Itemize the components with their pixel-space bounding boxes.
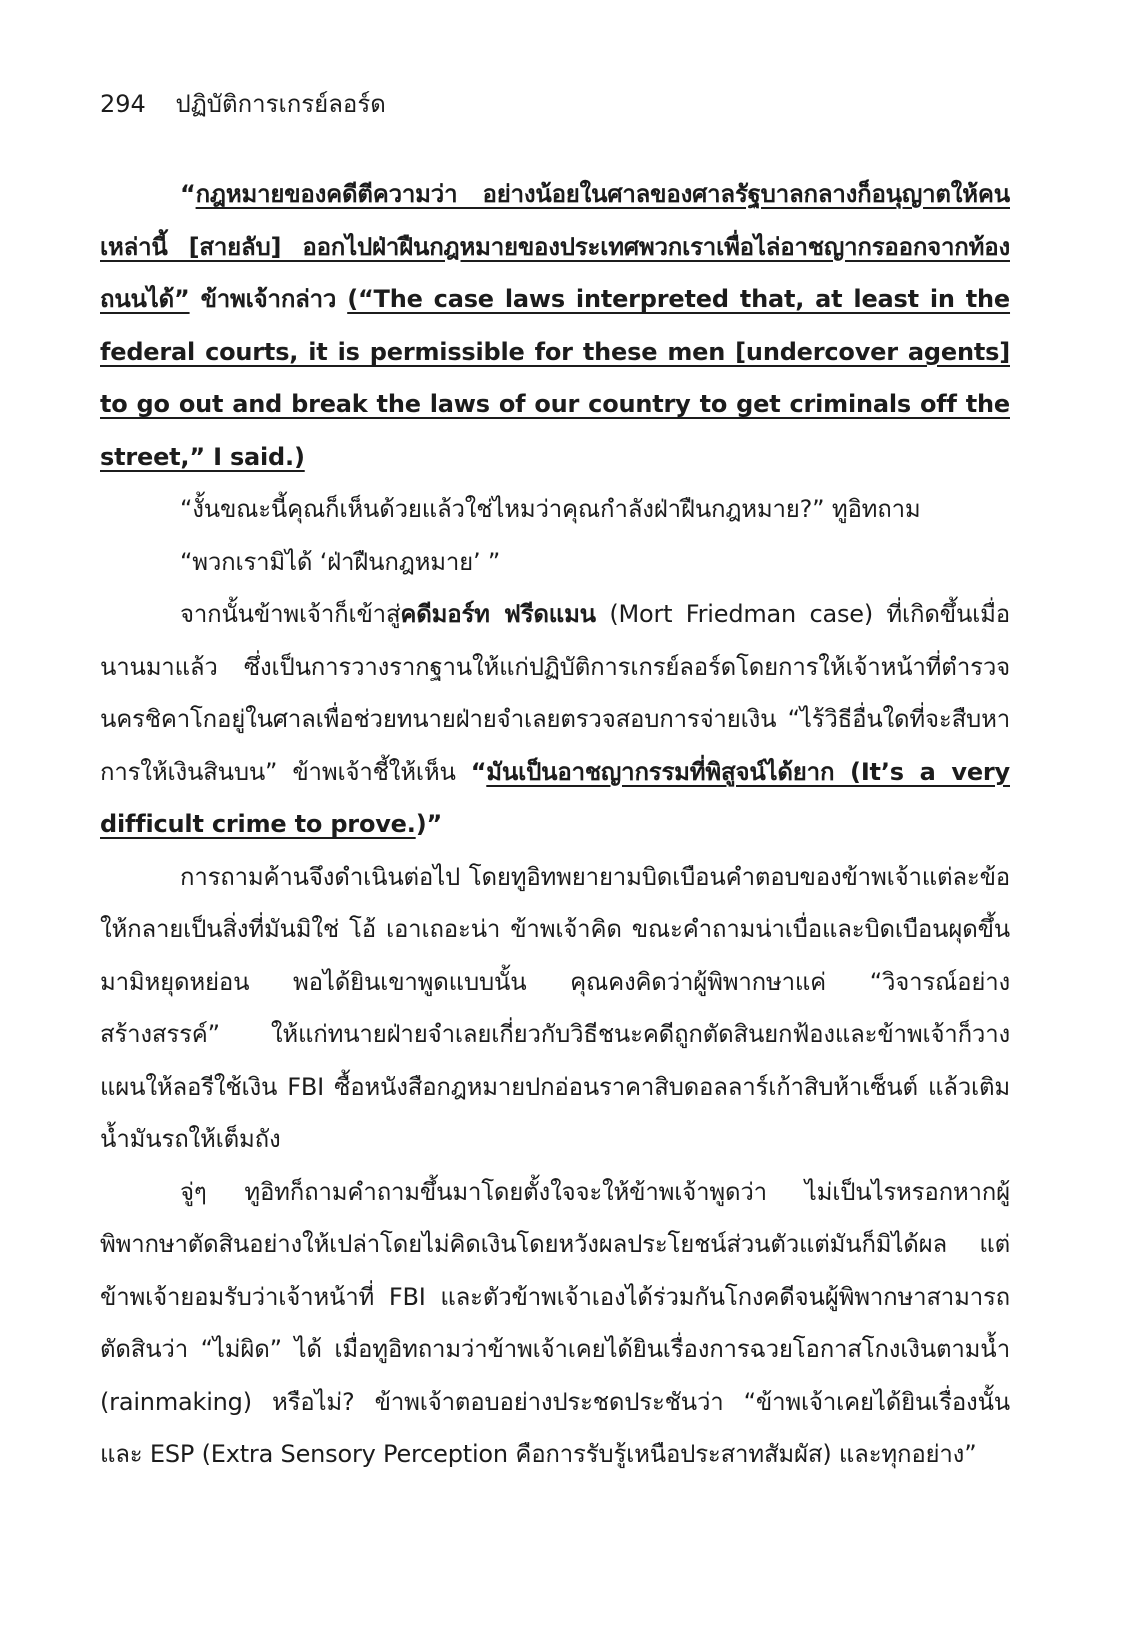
paragraph-4-quote-open: “ [470,757,487,786]
page-number: 294 [100,90,146,118]
paragraph-3: “พวกเรามิได้ ‘ฝ่าฝืนกฎหมาย’ ” [180,547,501,576]
paragraph-4-case-english: (Mort Friedman case) [595,600,887,628]
paragraph-4-case-name: คดีมอร์ท ฟรีดแมน [400,600,596,628]
paragraph-1-english: (“The case laws interpreted that, at least in the federal courts, it is permissible for these men [undercover agents] to go out and break the laws of our country to get criminals off the street,” I said.) [100,285,1011,471]
paragraph-5: การถามค้านจึงดำเนินต่อไป โดยทูอิทพยายามบิดเบือนคำตอบของข้าพเจ้าแต่ละข้อให้กลายเป็นสิ่งที่มันมิใช่ โอ้ เอาเถอะน่า ข้าพเจ้าคิด ขณะคำถามน่าเบื่อและบิดเบือนผุดขึ้นมามิหยุดหย่อน พอได้ยินเขาพูดแบบนั้น คุณคงคิดว่าผู้พิพากษาแค่ “วิจารณ์อย่างสร้างสรรค์” ให้แก่ทนายฝ่ายจำเลยเกี่ยวกับวิธีชนะคดีถูกตัดสินยกฟ้องและข้าพเจ้าก็วางแผนให้ลอรีใช้เงิน FBI ซื้อหนังสือกฎหมายปกอ่อนราคาสิบดอลลาร์เก้าสิบห้าเซ็นต์ แล้วเติมน้ำมันรถให้เต็มถัง [100,862,1010,1153]
paragraph-4-quote-close: )” [415,810,443,838]
paragraph-4 [100,588,1010,851]
paragraph-4-middle: ที่เกิดขึ้นเมื่อนานมาแล้ว ซึ่งเป็นการวางรากฐานให้แก่ปฏิบัติการเกรย์ลอร์ดโดยการให้เจ้าหน้าที่ตำรวจนครชิคาโกอยู่ในศาลเพื่อช่วยทนายฝ่ายจำเลยตรวจสอบการจ่ายเงิน “ไร้วิธีอื่นใดที่จะสืบหาการให้เงินสินบน” ข้าพเจ้าชี้ให้เห็น [100,600,1010,786]
book-title: ปฏิบัติการเกรย์ลอร์ด [175,90,386,118]
paragraph-1-said: ข้าพเจ้ากล่าว [189,285,348,313]
paragraph-1 [100,168,1010,483]
paragraph-1-open-quote: “ [180,180,196,208]
paragraph-6: จู่ๆ ทูอิทก็ถามคำถามขึ้นมาโดยตั้งใจจะให้ข้าพเจ้าพูดว่า ไม่เป็นไรหรอกหากผู้พิพากษาตัดสินอย่างให้เปล่าโดยไม่คิดเงินโดยหวังผลประโยชน์ส่วนตัวแต่มันก็มิได้ผล แต่ข้าพเจ้ายอมรับว่าเจ้าหน้าที่ FBI และตัวข้าพเจ้าเองได้ร่วมกันโกงคดีจนผู้พิพากษาสามารถตัดสินว่า “ไม่ผิด” ได้ เมื่อทูอิทถามว่าข้าพเจ้าเคยได้ยินเรื่องการฉวยโอกาสโกงเงินตามน้ำ (rainmaking) หรือไม่? ข้าพเจ้าตอบอย่างประชดประชันว่า “ข้าพเจ้าเคยได้ยินเรื่องนั้น และ ESP (Extra Sensory Perception คือการรับรู้เหนือประสาทสัมผัส) และทุกอย่าง” [100,1177,1010,1468]
body-text [100,168,1010,1481]
paragraph-4-quote: มันเป็นอาชญากรรมที่พิสูจน์ได้ยาก (It’s a very difficult crime to prove. [100,757,1010,838]
paragraph-1-thai-quote: กฎหมายของคดีตีความว่า อย่างน้อยในศาลของศาลรัฐบาลกลางก็อนุญาตให้คนเหล่านี้ [สายลับ] ออกไปฝ่าฝืนกฎหมายของประเทศพวกเราเพื่อไล่อาชญากรออกจากท้องถนนได้” [100,180,1010,313]
running-head [100,84,1010,124]
paragraph-2: “งั้นขณะนี้คุณก็เห็นด้วยแล้วใช่ไหมว่าคุณกำลังฝ่าฝืนกฎหมาย?” ทูอิทถาม [180,495,921,523]
paragraph-4-lead: จากนั้นข้าพเจ้าก็เข้าสู่ [180,600,401,628]
